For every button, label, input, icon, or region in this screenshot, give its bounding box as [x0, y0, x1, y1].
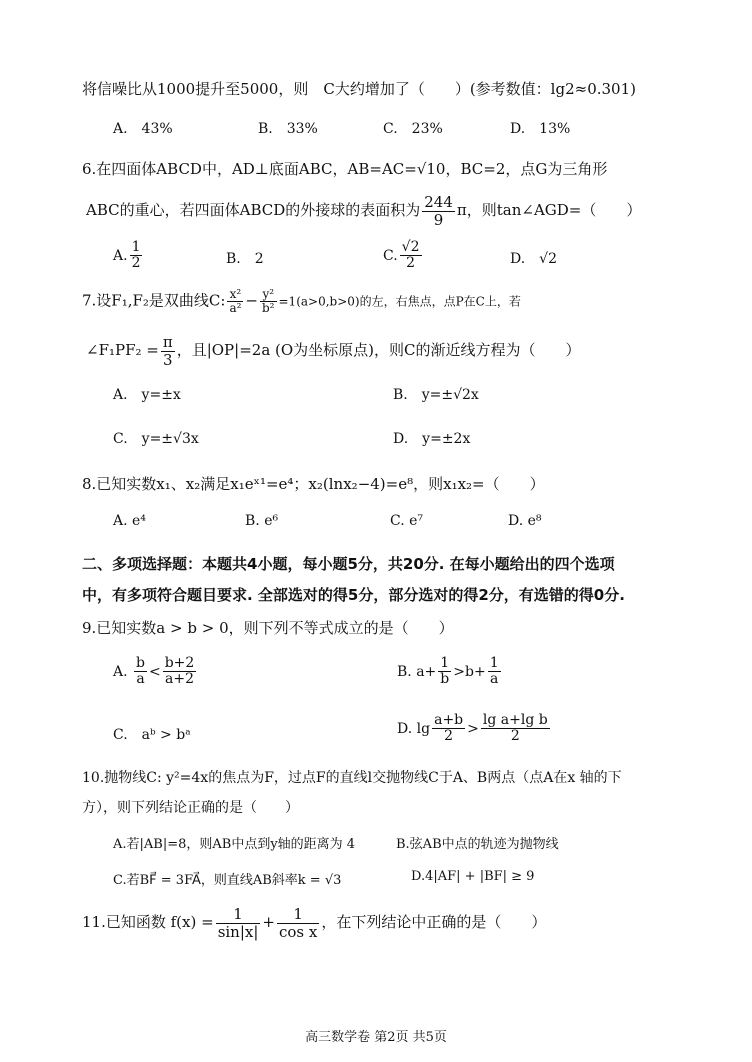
q7-option-b: B. y=±√2x: [393, 387, 479, 403]
q9-a-frac2: [163, 656, 197, 688]
q10-option-a: A.若|AB|=8，则AB中点到y轴的距离为 4: [113, 837, 356, 852]
q7-frac-x: [227, 288, 243, 315]
q11-f1-den: sin|x|: [217, 922, 259, 941]
q9-option-b: [397, 656, 503, 688]
q7-line2-part2: ，且|OP|=2a (O为坐标原点)，则C的渐近线方程为（ ）: [176, 341, 581, 359]
q5-option-c: C. 23%: [383, 121, 443, 137]
q11-frac2: [277, 906, 319, 940]
q7-f3-num: π: [162, 333, 173, 351]
q6-c-num: √2: [401, 239, 420, 255]
q7-option-c: C. y=±√3x: [113, 431, 199, 447]
q9-b-mid: >b+: [453, 663, 486, 680]
q9-b-f2-den: a: [489, 671, 499, 688]
q11-post: ，在下列结论中正确的是（ ）: [321, 913, 547, 931]
q9-d-label: D.: [397, 720, 413, 737]
q9-option-d: [397, 713, 552, 745]
q9-a-f1-den: a: [136, 671, 145, 688]
q9-d-f2-num: lg a+lg b: [482, 712, 548, 728]
q7-f2-den: b²: [262, 301, 275, 316]
q6-line2-part2: π，则tan∠AGD=（ ）: [456, 201, 642, 219]
q7-f2-num: y²: [260, 288, 277, 302]
q6-a-label: A.: [113, 247, 128, 264]
q6-c-label: C.: [383, 247, 398, 264]
q6-c-den: 2: [406, 255, 416, 272]
q6-fraction: [422, 194, 455, 228]
q9-option-c: C. aᵇ > bᵃ: [113, 727, 191, 743]
q9-d-op: >: [467, 720, 479, 737]
q6-line2-part1: ABC的重心，若四面体ABCD的外接球的表面积为: [86, 201, 421, 219]
q9-b-pre: a+: [416, 663, 437, 680]
q9-a-frac1: [134, 656, 147, 688]
q6-a-den: 2: [131, 255, 141, 272]
q7-frac-y: [260, 288, 277, 315]
q6-frac-denominator: 9: [433, 210, 444, 229]
q11-f2-den: cos x: [279, 922, 318, 941]
q8-option-b: B. e⁶: [245, 513, 279, 529]
q9-b-frac2: [488, 656, 501, 688]
question-10-line1: 10.抛物线C: y²=4x的焦点为F，过点F的直线l交抛物线C于A、B两点（点A在x 轴的下: [82, 770, 622, 786]
q7-f1-num: x²: [227, 288, 243, 302]
q9-b-f1-den: b: [440, 671, 450, 688]
question-5-text: 将信噪比从1000提升至5000，则 C大约增加了（ ）(参考数值：lg2≈0.301): [82, 80, 636, 98]
q6-option-b: B. 2: [226, 251, 264, 267]
q7-option-d: D. y=±2x: [393, 431, 471, 447]
q9-a-label: A.: [113, 663, 128, 680]
q10-option-d: D.4|AF| + |BF| ≥ 9: [411, 869, 535, 884]
q8-option-a: A. e⁴: [113, 513, 146, 529]
q11-plus: +: [262, 913, 275, 931]
q6-a-num: 1: [131, 239, 141, 255]
q7-line2-part1: ∠F₁PF₂ =: [86, 341, 159, 359]
q7-minus: −: [245, 291, 258, 310]
q6-option-d: D. √2: [510, 251, 558, 267]
q9-b-f2-num: 1: [489, 655, 499, 671]
q9-a-f1-num: b: [136, 655, 145, 671]
section-2-heading-line2: 中，有多项符合题目要求. 全部选对的得5分，部分选对的得2分，有选错的得0分.: [82, 586, 625, 604]
q5-option-a: A. 43%: [113, 121, 173, 137]
q9-b-label: B.: [397, 663, 412, 680]
q6-option-c: [383, 240, 424, 272]
q10-option-c: C.若BF⃗ = 3FA⃗，则直线AB斜率k = √3: [113, 873, 342, 888]
q7-frac-pi: [161, 334, 175, 368]
question-8-text: 8.已知实数x₁、x₂满足x₁eˣ¹=e⁴；x₂(lnx₂−4)=e⁸，则x₁x₂=（ ）: [82, 475, 545, 493]
q6-c-fraction: [400, 240, 422, 272]
q7-f1-den: a²: [229, 301, 242, 316]
section-2-heading-line1: 二、多项选择题：本题共4小题，每小题5分，共20分. 在每小题给出的四个选项: [82, 555, 615, 573]
question-10-line2: 方），则下列结论正确的是（ ）: [82, 800, 299, 816]
q9-b-f1-num: 1: [438, 656, 451, 672]
question-9-text: 9.已知实数a > b > 0，则下列不等式成立的是（ ）: [82, 619, 454, 637]
q9-a-f2-num: b+2: [164, 655, 195, 671]
q10-option-b: B.弦AB中点的轨迹为抛物线: [396, 837, 559, 852]
q11-f2-num: 1: [277, 906, 319, 924]
q7-f3-den: 3: [163, 350, 173, 369]
q9-d-f1-num: a+b: [434, 712, 464, 728]
q7-option-a: A. y=±x: [113, 387, 181, 403]
q11-f1-num: 1: [216, 906, 261, 924]
question-7-line1: [82, 288, 521, 315]
q9-a-op: <: [148, 663, 161, 680]
q5-option-d: D. 13%: [510, 121, 571, 137]
q9-a-f2-den: a+2: [165, 671, 195, 688]
q9-d-f2-den: 2: [510, 728, 520, 745]
question-7-line2: [86, 334, 581, 368]
q9-d-frac2: [481, 713, 550, 745]
q6-frac-numerator: 244: [424, 193, 453, 211]
q9-b-frac1: [438, 656, 451, 688]
q9-d-frac1: [432, 713, 465, 745]
q9-d-pre: lg: [416, 720, 431, 737]
page-footer: 高三数学卷 第2页 共5页: [305, 1030, 447, 1045]
q11-frac1: [216, 906, 261, 940]
q6-option-a: [113, 240, 144, 272]
q8-option-c: C. e⁷: [390, 513, 424, 529]
question-6-line1: 6.在四面体ABCD中，AD⊥底面ABC，AB=AC=√10，BC=2，点G为三角形: [82, 160, 608, 178]
q8-option-d: D. e⁸: [508, 513, 542, 529]
question-6-line2: [86, 194, 641, 228]
q7-line1-part2: =1(a>0,b>0)的左，右焦点，点P在C上，若: [278, 294, 521, 309]
q11-pre: 11.已知函数 f(x) =: [82, 913, 214, 931]
q7-line1-part1: 7.设F₁,F₂是双曲线C:: [82, 291, 226, 310]
q5-option-b: B. 33%: [258, 121, 318, 137]
q6-a-fraction: [130, 240, 143, 272]
question-11-line: [82, 906, 546, 940]
q9-d-f1-den: 2: [444, 728, 454, 745]
q9-option-a: [113, 656, 198, 688]
